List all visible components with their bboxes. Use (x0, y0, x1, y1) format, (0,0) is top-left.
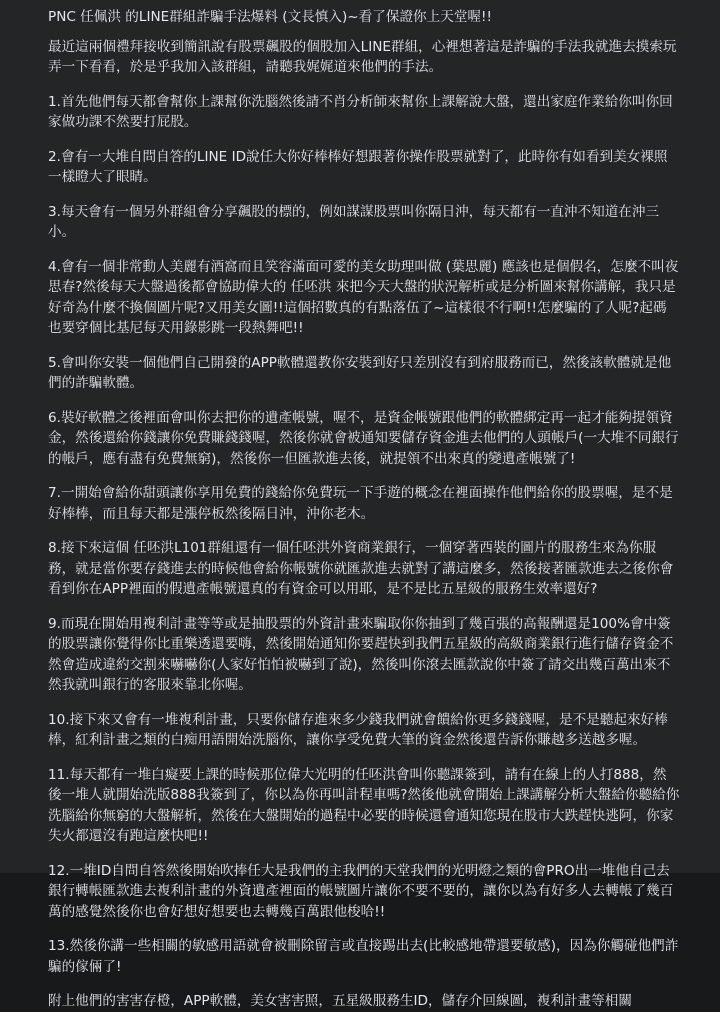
list-item: 1.首先他們每天都會幫你上課幫你洗腦然後請不肖分析師來幫你上課解說大盤，還出家庭作業給你叫你回家做功課不然要打屁股。 (48, 93, 673, 130)
list-item: 4.會有一個非常動人美麗有酒窩而且笑容滿面可愛的美女助理叫做 (葉思麗) 應該也是個假名，怎麼不叫夜思春?然後每天大盤過後都會協助偉大的 任呸洪 來把今天大盤的狀況解析或是分析圖來幫你講解，我只是好奇為什麼不換個圖片呢?又用美女圖!!這個招數真的有點落伍了~這樣很不行啊!!怎麼騙的了人呢?起碼也要穿個比基尼每天用錄影跳一段熱舞吧!! (48, 258, 679, 336)
list-item: 6.裝好軟體之後裡面會叫你去把你的遺產帳號，喔不，是資金帳號跟他們的軟體綁定再一起才能夠提領資金，然後還給你錢讓你免費賺錢錢喔，然後你就會被通知要儲存資金進去他們的人頭帳戶(一大堆不同銀行的帳戶，應有盡有免費無窮)，然後你一但匯款進去後，就提領不出來真的變遺產帳號了! (48, 409, 679, 467)
post-intro: 最近這兩個禮拜接收到簡訊說有股票飆股的個股加入LINE群組，心裡想著這是詐騙的手法我就進去摸索玩弄一下看看，於是乎我加入該群組，請聽我娓娓道來他們的手法。 (48, 38, 677, 75)
list-item: 13.然後你講一些相關的敏感用語就會被刪除留言或直接踢出去(比較感地帶還要敏感)，因為你觸碰他們詐騙的傢倆了! (48, 938, 679, 975)
post-title: PNC 任佩洪 的LINE群組詐騙手法爆料 (文長慎入)~看了保證你上天堂喔!! (48, 9, 492, 25)
list-item: 7.一開始會給你甜頭讓你享用免費的錢給你免費玩一下手遊的概念在裡面操作他們給你的股票喔，是不是好棒棒，而且每天都是漲停板然後隔日沖，沖你老木。 (48, 485, 673, 522)
list-item: 11.每天都有一堆白癡要上課的時候那位偉大光明的任呸洪會叫你聽課簽到，請有在線上的人打888，然後一堆人就開始洗版888我簽到了，你以為你再叫計程車嗎?然後他就會開始上課講解分析大盤給你聽給你洗腦給你無窮的大盤解析，然後在大盤開始的過程中必要的時候還會通知您現在股市大跌趕快逃阿，你家失火都還沒有跑這麼快吧!! (48, 766, 680, 844)
list-item: 5.會叫你安裝一個他們自己開發的APP軟體還教你安裝到好只差別沒有到府服務而已，然後該軟體就是他們的詐騙軟體。 (48, 354, 672, 391)
list-item: 8.接下來這個 任呸洪L101群組還有一個任呸洪外資商業銀行，一個穿著西裝的圖片的服務生來為你服務，就是當你要存錢進去的時候他會給你帳號你就匯款進去就對了講這麼多，然後接著匯款進去之後你會看到你在APP裡面的假遺產帳號還真的有資金可以用耶，是不是比五星級的服務生效率還好? (48, 540, 674, 597)
list-item: 9.而現在開始用複利計畫等等或是抽股票的外資計畫來騙取你你抽到了幾百張的高報酬還是100%會中簽的股票讓你覺得你比重樂透還要嗨，然後開始通知你要趕快到我們五星級的高級商業銀行進行儲存資金不然會造成違約交割來嚇嚇你(人家好怕怕被嚇到了說)，然後叫你滾去匯款說你中簽了請交出幾百萬出來不然我就叫銀行的客服來靠北你喔。 (48, 615, 674, 693)
list-item: 2.會有一大堆自問自答的LINE ID說任大你好棒棒好想跟著你操作股票就對了，此時你有如看到美女裸照一樣瞪大了眼睛。 (48, 148, 668, 185)
list-item: 3.每天會有一個另外群組會分享飆股的標的，例如謀謀股票叫你隔日沖，每天都有一直沖不知道在沖三小。 (48, 203, 660, 240)
partial-line: 附上他們的害害存橙，APP軟體，美女害害照，五星級服務生ID，儲存介回線圖，複利計畫等相關 (48, 993, 632, 1009)
list-item: 10.接下來又會有一堆複利計畫，只要你儲存進來多少錢我們就會饋給你更多錢錢喔，是不是聽起來好棒棒，紅利計畫之類的白痴用語開始洗腦你，讓你享受免費大筆的資金然後還告訴你賺越多送越多喔。 (48, 711, 668, 748)
list-item: 12.一堆ID自問自答然後開始吹捧任大是我們的主我們的天堂我們的光明燈之類的會PRO出一堆他自己去銀行轉帳匯款進去複利計畫的外資遺產裡面的帳號圖片讓你不要不要的，讓你以為有好多人去轉帳了幾百萬的感覺然後你也會好想好想要也去轉幾百萬跟他梭哈!! (48, 862, 674, 920)
